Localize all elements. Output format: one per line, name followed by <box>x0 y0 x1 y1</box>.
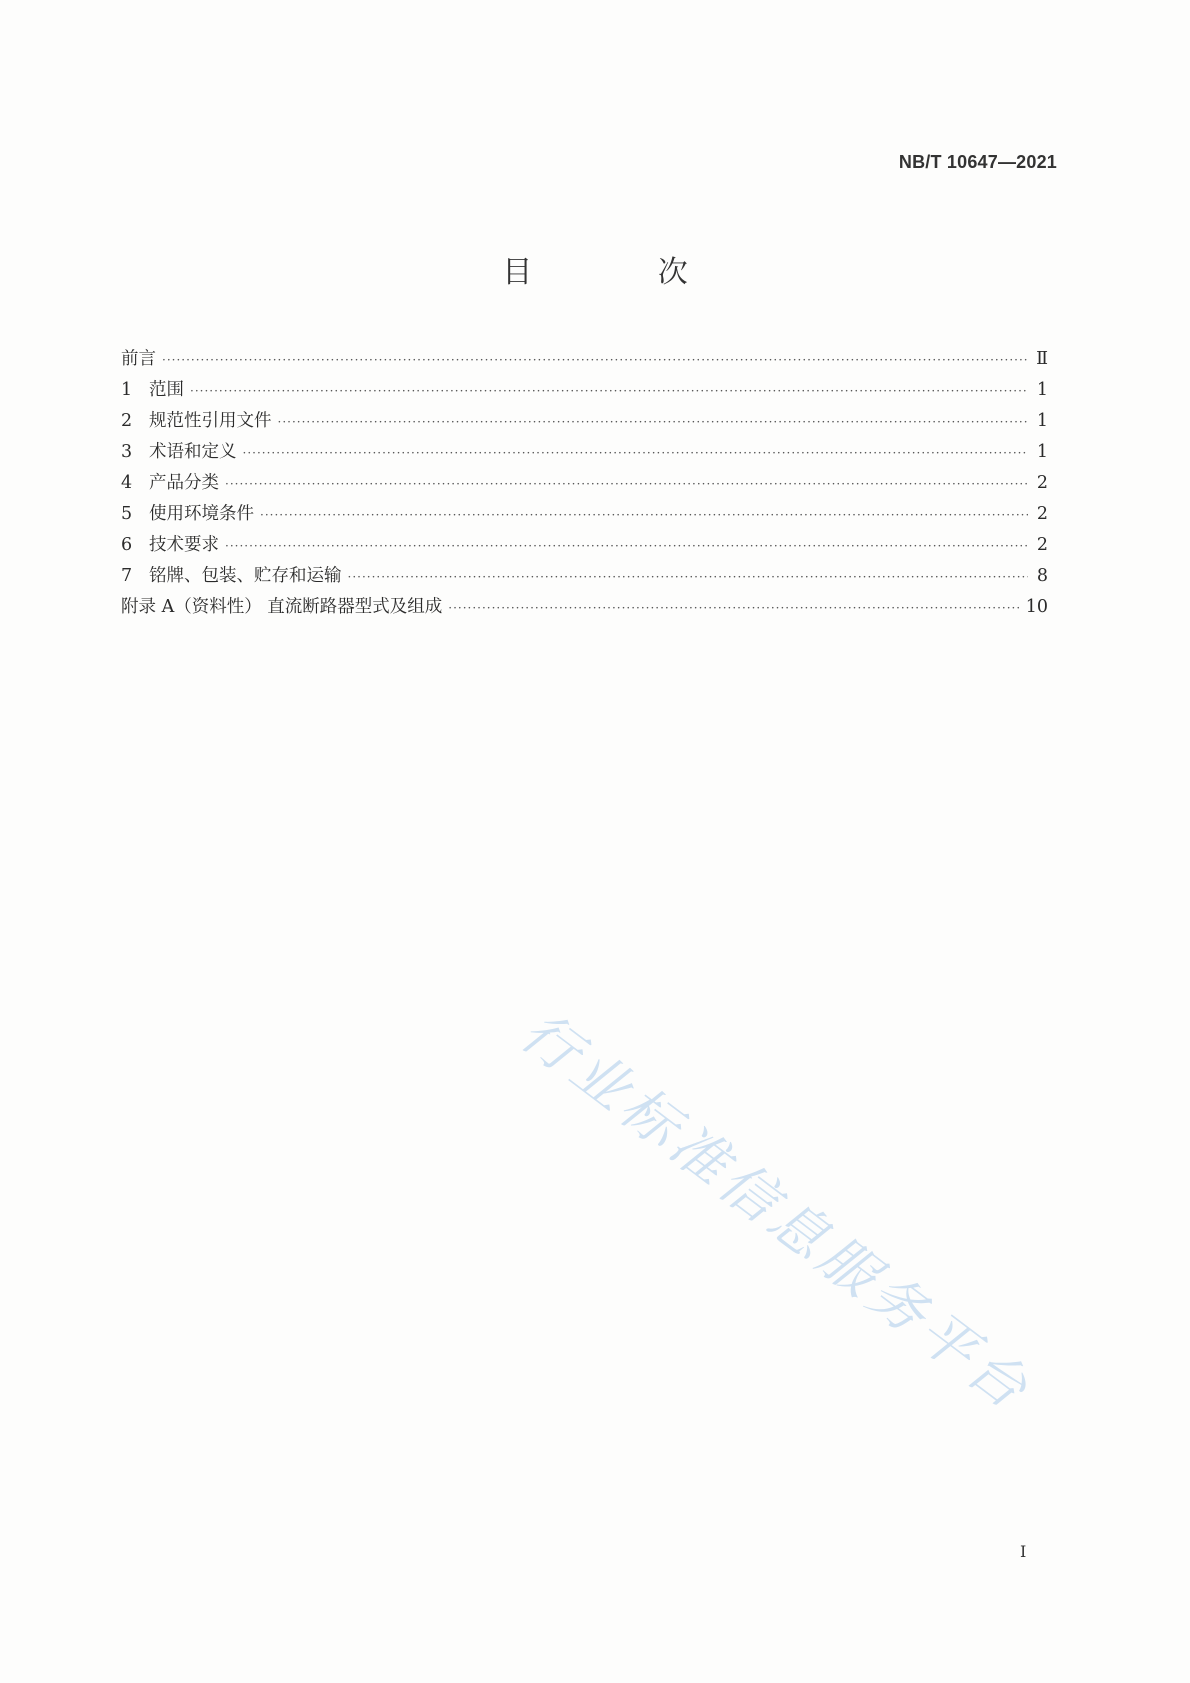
toc-entry-number: 7 <box>121 566 133 586</box>
toc-entry-number: 4 <box>121 473 133 493</box>
toc-entry-page: 2 <box>1036 535 1048 555</box>
toc-entry-technical-requirements[interactable] <box>121 530 1048 561</box>
toc-entry-number: 3 <box>121 442 133 462</box>
toc-dot-leader <box>448 593 1021 624</box>
page-number: I <box>1020 1542 1027 1561</box>
toc-entry-number: 6 <box>121 535 133 555</box>
toc-entry-appendix-a[interactable] <box>121 592 1048 623</box>
toc-entry-label: 铭牌、包装、贮存和运输 <box>149 566 342 586</box>
toc-entry-terms-definitions[interactable] <box>121 437 1048 468</box>
toc-dot-leader <box>278 407 1029 438</box>
toc-dot-leader <box>162 345 1028 376</box>
toc-entry-number: 5 <box>121 504 133 524</box>
toc-title: 目 次 <box>502 255 746 290</box>
toc-entry-environment-conditions[interactable] <box>121 499 1048 530</box>
toc-entry-page: 2 <box>1036 504 1048 524</box>
toc-entry-label: 术语和定义 <box>149 442 237 462</box>
toc-entry-page: 8 <box>1036 566 1048 586</box>
table-of-contents <box>121 344 1048 623</box>
toc-entry-label: 范围 <box>149 380 184 400</box>
toc-entry-label: 技术要求 <box>149 535 219 555</box>
toc-dot-leader <box>190 376 1028 407</box>
toc-entry-label: 使用环境条件 <box>149 504 254 524</box>
toc-dot-leader <box>260 500 1028 531</box>
watermark-text: 行业标准信息服务平台 <box>508 999 1043 1425</box>
toc-entry-normative-references[interactable] <box>121 406 1048 437</box>
toc-entry-scope[interactable] <box>121 375 1048 406</box>
toc-dot-leader <box>348 562 1029 593</box>
document-code: NB/T 10647—2021 <box>898 152 1057 172</box>
toc-dot-leader <box>225 531 1028 562</box>
toc-dot-leader <box>225 469 1028 500</box>
toc-entry-number: 1 <box>121 380 133 400</box>
toc-entry-page: 10 <box>1025 597 1048 617</box>
toc-entry-page: 1 <box>1036 411 1048 431</box>
toc-entry-label: 附录 A（资料性） 直流断路器型式及组成 <box>121 597 443 617</box>
toc-dot-leader <box>243 438 1029 469</box>
toc-entry-page: Ⅱ <box>1036 349 1048 369</box>
toc-entry-label: 产品分类 <box>149 473 219 493</box>
toc-entry-label: 规范性引用文件 <box>149 411 272 431</box>
toc-entry-product-classification[interactable] <box>121 468 1048 499</box>
toc-entry-number: 2 <box>121 411 133 431</box>
toc-entry-label: 前言 <box>121 349 156 369</box>
toc-entry-page: 1 <box>1036 380 1048 400</box>
toc-entry-page: 1 <box>1036 442 1048 462</box>
toc-entry-nameplate-packaging[interactable] <box>121 561 1048 592</box>
toc-entry-page: 2 <box>1036 473 1048 493</box>
toc-entry-preface[interactable] <box>121 344 1048 375</box>
